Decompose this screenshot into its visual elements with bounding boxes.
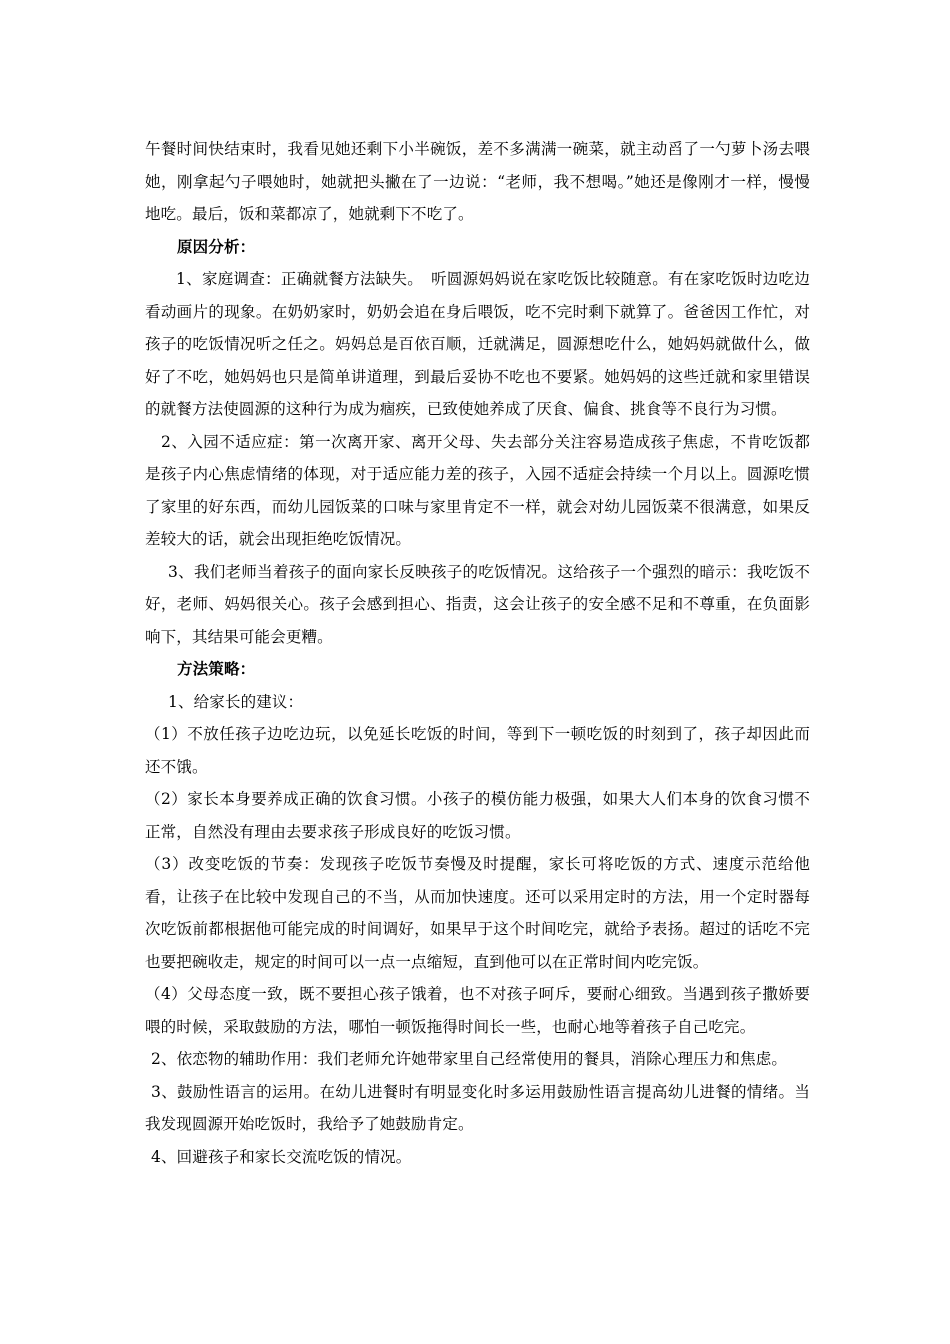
paragraph-advice-2: （2）家长本身要养成正确的饮食习惯。小孩子的模仿能力极强，如果大人们本身的饮食习惯不正常，自然没有理由去要求孩子形成良好的吃饭习惯。 xyxy=(145,790,810,841)
paragraph-adaptation: 2、入园不适应症：第一次离开家、离开父母、失去部分关注容易造成孩子焦虑，不肯吃饭都是孩子内心焦虑情绪的体现，对于适应能力差的孩子，入园不适症会持续一个月以上。圆源吃惯了家里的好东西，而幼儿园饭菜的口味与家里肯定不一样，就会对幼儿园饭菜不很满意，如果反差较大的话，就会出现拒绝吃饭情况。 xyxy=(145,432,810,548)
paragraph-attachment-object: 2、依恋物的辅助作用：我们老师允许她带家里自己经常使用的餐具，消除心理压力和焦虑。 xyxy=(151,1050,788,1068)
paragraph-parent-advice: 1、给家长的建议： xyxy=(168,692,304,711)
paragraph-advice-3: （3）改变吃饭的节奏：发现孩子吃饭节奏慢及时提醒，家长可将吃饭的方式、速度示范给他看，让孩子在比较中发现自己的不当，从而加快速度。还可以采用定时的方法，用一个定时器每次吃饭前都根据他可能完成的时间调好，如果早于这个时间吃完，就给予表扬。超过的话吃不完也要把碗收走，规定的时间可以一点一点缩短，直到他可以在正常时间内吃完饭。 xyxy=(145,855,810,971)
paragraph-advice-4: （4）父母态度一致，既不要担心孩子饿着，也不对孩子呵斥，要耐心细致。当遇到孩子撒娇要喂的时候，采取鼓励的方法，哪怕一顿饭拖得时间长一些，也耐心地等着孩子自己吃完。 xyxy=(145,985,810,1036)
paragraph-advice-1: （1）不放任孩子边吃边玩，以免延长吃饭的时间，等到下一顿吃饭的时刻到了，孩子却因此而还不饿。 xyxy=(145,725,810,776)
paragraph-lunch-story: 午餐时间快结束时，我看见她还剩下小半碗饭，差不多满满一碗菜，就主动舀了一勺萝卜汤去喂她，刚拿起勺子喂她时，她就把头撇在了一边说：“老师，我不想喝。”她还是像刚才一样，慢慢地吃。最后，饭和菜都凉了，她就剩下不吃了。 xyxy=(145,140,810,223)
heading-method-strategy: 方法策略： xyxy=(177,659,256,678)
paragraph-teacher-report: 3、我们老师当着孩子的面向家长反映孩子的吃饭情况。这给孩子一个强烈的暗示：我吃饭不好，老师、妈妈很关心。孩子会感到担心、指责，这会让孩子的安全感不足和不尊重，在负面影响下，其结果可能会更糟。 xyxy=(145,562,810,646)
heading-cause-analysis: 原因分析： xyxy=(177,236,256,256)
paragraph-avoid-discussion: 4、回避孩子和家长交流吃饭的情况。 xyxy=(151,1147,412,1166)
paragraph-family-survey: 1、家庭调查：正确就餐方法缺失。 听圆源妈妈说在家吃饭比较随意。有在家吃饭时边吃边看动画片的现象。在奶奶家时，奶奶会追在身后喂饭，吃不完时剩下就算了。爸爸因工作忙，对孩子的吃饭情况听之任之。妈妈总是百依百顺，迁就满足，圆源想吃什么，她妈妈就做什么，做好了不吃，她妈妈也只是简单讲道理，到最后妥协不吃也不要紧。她妈妈的这些迁就和家里错误的就餐方法使圆源的这种行为成为痼疾，已致使她养成了厌食、偏食、挑食等不良行为习惯。 xyxy=(145,270,810,418)
paragraph-encouraging-language: 3、鼓励性语言的运用。在幼儿进餐时有明显变化时多运用鼓励性语言提高幼儿进餐的情绪。当我发现圆源开始吃饭时，我给予了她鼓励肯定。 xyxy=(145,1082,810,1133)
document-page xyxy=(145,133,810,1173)
